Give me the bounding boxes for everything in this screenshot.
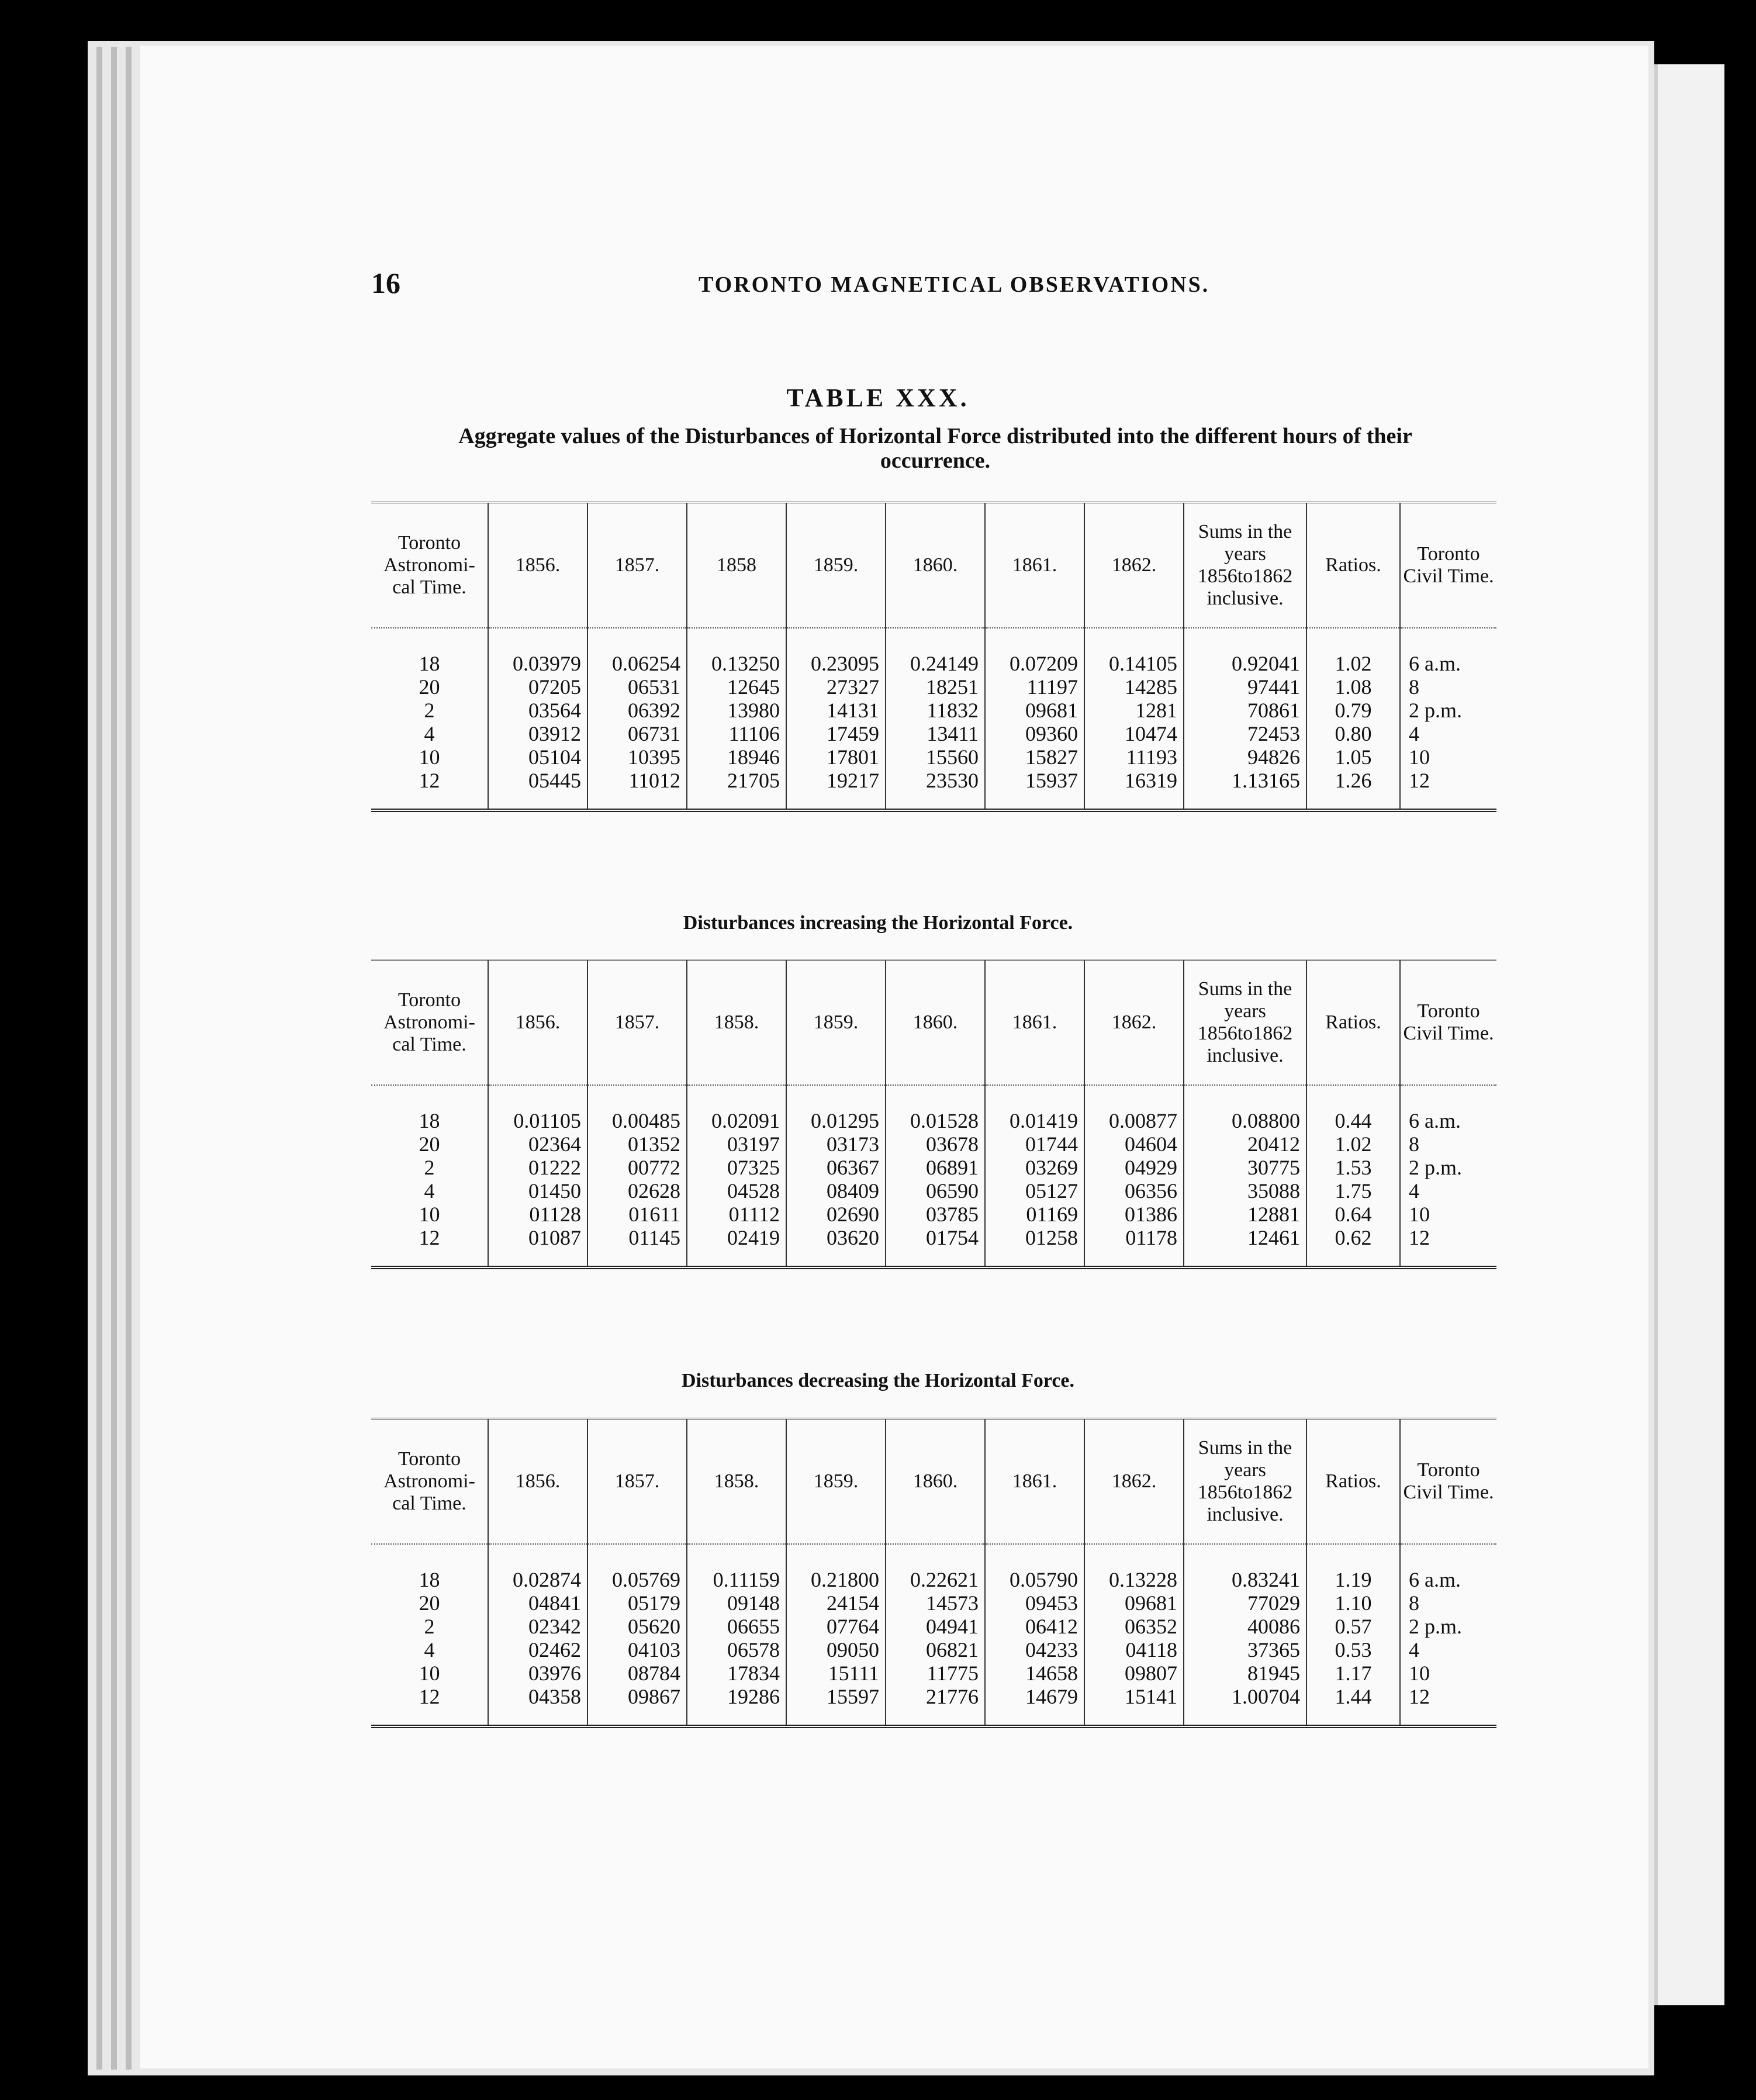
cell-value: 02364 — [488, 1132, 587, 1156]
cell-value: 23530 — [886, 769, 985, 810]
cell-value: 0.14105 — [1084, 628, 1184, 675]
column-header-year: 1861. — [985, 503, 1084, 628]
cell-value: 09148 — [687, 1591, 786, 1615]
column-header-year: 1860. — [886, 1419, 985, 1545]
cell-ratio: 1.10 — [1306, 1591, 1400, 1615]
table-row — [371, 1638, 1496, 1662]
cell-value: 0.03979 — [488, 628, 587, 675]
cell-astronomical-hour: 18 — [419, 1109, 440, 1132]
cell-civil-hour: 2 p.m. — [1400, 1615, 1496, 1638]
cell-sum: 77029 — [1184, 1591, 1306, 1615]
cell-value: 06590 — [886, 1179, 985, 1203]
cell-astronomical-hour: 2 — [424, 699, 435, 722]
table-body — [371, 628, 1496, 810]
column-header-ratios: Ratios. — [1306, 960, 1400, 1086]
cell-ratio: 0.62 — [1306, 1226, 1400, 1267]
cell-value: 02419 — [687, 1226, 786, 1267]
cell-value: 07325 — [687, 1156, 786, 1179]
increasing-table — [371, 959, 1496, 1269]
cell-value: 09050 — [786, 1638, 886, 1662]
cell-ratio: 1.53 — [1306, 1156, 1400, 1179]
table-row — [371, 1662, 1496, 1685]
table-row — [371, 1226, 1496, 1267]
cell-value: 11775 — [886, 1662, 985, 1685]
cell-value: 03620 — [786, 1226, 886, 1267]
cell-sum: 12881 — [1184, 1203, 1306, 1226]
cell-astronomical-hour: 12 — [419, 1226, 440, 1249]
cell-value: 01450 — [488, 1179, 587, 1203]
table-row — [371, 1685, 1496, 1726]
cell-value: 05620 — [587, 1615, 687, 1638]
column-header-sums: Sums in the years 1856to1862 inclusive. — [1184, 503, 1306, 628]
cell-value: 07205 — [488, 675, 587, 699]
cell-value: 14131 — [786, 699, 886, 722]
page-number: 16 — [371, 267, 400, 299]
column-header-year: 1859. — [786, 503, 886, 628]
table-row — [371, 1544, 1496, 1591]
cell-value: 0.21800 — [786, 1544, 886, 1591]
cell-value: 03197 — [687, 1132, 786, 1156]
table-row — [371, 675, 1496, 699]
cell-value: 06578 — [687, 1638, 786, 1662]
cell-civil-hour: 8 — [1400, 1591, 1496, 1615]
table-row — [371, 722, 1496, 745]
cell-sum: 70861 — [1184, 699, 1306, 722]
cell-ratio: 1.26 — [1306, 769, 1400, 810]
column-header-year: 1862. — [1084, 503, 1184, 628]
facing-page-edge — [1654, 64, 1724, 2005]
cell-value: 17834 — [687, 1662, 786, 1685]
cell-value: 03976 — [488, 1662, 587, 1685]
cell-value: 06392 — [587, 699, 687, 722]
cell-civil-hour: 10 — [1400, 1203, 1496, 1226]
cell-civil-hour: 12 — [1400, 1685, 1496, 1726]
cell-ratio: 0.80 — [1306, 722, 1400, 745]
cell-value: 06367 — [786, 1156, 886, 1179]
cell-value: 24154 — [786, 1591, 886, 1615]
cell-value: 0.07209 — [985, 628, 1084, 675]
cell-civil-hour: 8 — [1400, 675, 1496, 699]
cell-value: 09867 — [587, 1685, 687, 1726]
cell-value: 0.02091 — [687, 1085, 786, 1132]
cell-ratio: 0.79 — [1306, 699, 1400, 722]
cell-value: 09807 — [1084, 1662, 1184, 1685]
column-header-year: 1860. — [886, 960, 985, 1086]
cell-value: 07764 — [786, 1615, 886, 1638]
cell-ratio: 1.17 — [1306, 1662, 1400, 1685]
cell-value: 17801 — [786, 745, 886, 769]
cell-value: 06356 — [1084, 1179, 1184, 1203]
cell-value: 05179 — [587, 1591, 687, 1615]
cell-value: 11106 — [687, 722, 786, 745]
cell-value: 03912 — [488, 722, 587, 745]
cell-value: 09360 — [985, 722, 1084, 745]
cell-ratio: 0.53 — [1306, 1638, 1400, 1662]
column-header-civil-time: Toronto Civil Time. — [1400, 960, 1496, 1086]
table-row — [371, 1591, 1496, 1615]
cell-value: 01169 — [985, 1203, 1084, 1226]
cell-value: 08409 — [786, 1179, 886, 1203]
table-header-row — [371, 960, 1496, 1086]
cell-ratio: 1.75 — [1306, 1179, 1400, 1203]
cell-value: 04841 — [488, 1591, 587, 1615]
cell-astronomical-hour: 20 — [419, 1591, 440, 1615]
cell-astronomical-hour: 20 — [419, 1132, 440, 1156]
column-header-year: 1861. — [985, 1419, 1084, 1545]
cell-value: 14285 — [1084, 675, 1184, 699]
cell-ratio: 1.08 — [1306, 675, 1400, 699]
cell-value: 0.01528 — [886, 1085, 985, 1132]
cell-ratio: 1.44 — [1306, 1685, 1400, 1726]
cell-value: 01145 — [587, 1226, 687, 1267]
table-row — [371, 1085, 1496, 1132]
cell-ratio: 0.44 — [1306, 1085, 1400, 1132]
cell-value: 01222 — [488, 1156, 587, 1179]
cell-value: 06412 — [985, 1615, 1084, 1638]
cell-ratio: 1.02 — [1306, 628, 1400, 675]
cell-value: 0.13250 — [687, 628, 786, 675]
cell-value: 06655 — [687, 1615, 786, 1638]
cell-value: 01128 — [488, 1203, 587, 1226]
cell-value: 13980 — [687, 699, 786, 722]
table-row — [371, 1132, 1496, 1156]
cell-value: 0.00877 — [1084, 1085, 1184, 1132]
cell-value: 12645 — [687, 675, 786, 699]
cell-value: 16319 — [1084, 769, 1184, 810]
cell-value: 21776 — [886, 1685, 985, 1726]
cell-value: 0.23095 — [786, 628, 886, 675]
cell-value: 04358 — [488, 1685, 587, 1726]
cell-civil-hour: 2 p.m. — [1400, 1156, 1496, 1179]
column-header-year: 1860. — [886, 503, 985, 628]
cell-civil-hour: 6 a.m. — [1400, 1085, 1496, 1132]
cell-value: 01611 — [587, 1203, 687, 1226]
cell-value: 15141 — [1084, 1685, 1184, 1726]
cell-value: 04604 — [1084, 1132, 1184, 1156]
cell-sum: 97441 — [1184, 675, 1306, 699]
cell-value: 15597 — [786, 1685, 886, 1726]
cell-value: 01258 — [985, 1226, 1084, 1267]
cell-sum: 1.13165 — [1184, 769, 1306, 810]
cell-value: 27327 — [786, 675, 886, 699]
cell-value: 0.06254 — [587, 628, 687, 675]
cell-civil-hour: 12 — [1400, 1226, 1496, 1267]
column-header-civil-time: Toronto Civil Time. — [1400, 1419, 1496, 1545]
aggregate-table — [371, 502, 1496, 812]
cell-sum: 0.08800 — [1184, 1085, 1306, 1132]
table-row — [371, 769, 1496, 810]
cell-value: 05104 — [488, 745, 587, 769]
column-header-year: 1856. — [488, 503, 587, 628]
cell-sum: 37365 — [1184, 1638, 1306, 1662]
cell-value: 08784 — [587, 1662, 687, 1685]
cell-astronomical-hour: 12 — [419, 769, 440, 792]
table-row — [371, 699, 1496, 722]
cell-value: 06891 — [886, 1156, 985, 1179]
cell-value: 03173 — [786, 1132, 886, 1156]
table-caption: Aggregate values of the Disturbances of Horizontal Force distributed into the different hours of their occurrence. — [458, 424, 1412, 473]
cell-value: 0.01419 — [985, 1085, 1084, 1132]
cell-astronomical-hour: 18 — [419, 1568, 440, 1591]
cell-sum: 40086 — [1184, 1615, 1306, 1638]
cell-value: 04941 — [886, 1615, 985, 1638]
cell-value: 15560 — [886, 745, 985, 769]
table-header-row — [371, 1419, 1496, 1545]
column-header-civil-time: Toronto Civil Time. — [1400, 503, 1496, 628]
cell-value: 01112 — [687, 1203, 786, 1226]
cell-civil-hour: 6 a.m. — [1400, 1544, 1496, 1591]
column-header-year: 1858. — [687, 1419, 786, 1545]
cell-astronomical-hour: 10 — [419, 1203, 440, 1226]
cell-astronomical-hour: 18 — [419, 652, 440, 675]
cell-sum: 20412 — [1184, 1132, 1306, 1156]
table-row — [371, 1203, 1496, 1226]
cell-civil-hour: 2 p.m. — [1400, 699, 1496, 722]
cell-value: 03678 — [886, 1132, 985, 1156]
cell-value: 1281 — [1084, 699, 1184, 722]
column-header-year: 1856. — [488, 1419, 587, 1545]
cell-value: 14658 — [985, 1662, 1084, 1685]
cell-value: 04103 — [587, 1638, 687, 1662]
table-title: TABLE XXX. — [786, 384, 970, 412]
cell-civil-hour: 12 — [1400, 769, 1496, 810]
cell-astronomical-hour: 4 — [424, 1179, 435, 1203]
cell-value: 19286 — [687, 1685, 786, 1726]
cell-ratio: 1.05 — [1306, 745, 1400, 769]
table-header-row — [371, 503, 1496, 628]
cell-civil-hour: 4 — [1400, 722, 1496, 745]
cell-value: 11197 — [985, 675, 1084, 699]
cell-civil-hour: 4 — [1400, 1179, 1496, 1203]
cell-value: 00772 — [587, 1156, 687, 1179]
cell-astronomical-hour: 4 — [424, 1638, 435, 1662]
table-body — [371, 1544, 1496, 1726]
cell-sum: 30775 — [1184, 1156, 1306, 1179]
cell-astronomical-hour: 4 — [424, 722, 435, 745]
cell-value: 15827 — [985, 745, 1084, 769]
cell-value: 02342 — [488, 1615, 587, 1638]
cell-value: 09681 — [1084, 1591, 1184, 1615]
cell-sum: 12461 — [1184, 1226, 1306, 1267]
cell-value: 18251 — [886, 675, 985, 699]
column-header-ratios: Ratios. — [1306, 1419, 1400, 1545]
cell-sum: 81945 — [1184, 1662, 1306, 1685]
cell-value: 01178 — [1084, 1226, 1184, 1267]
cell-value: 09453 — [985, 1591, 1084, 1615]
cell-value: 02462 — [488, 1638, 587, 1662]
cell-value: 0.05790 — [985, 1544, 1084, 1591]
cell-ratio: 0.57 — [1306, 1615, 1400, 1638]
cell-astronomical-hour: 12 — [419, 1685, 440, 1708]
cell-value: 0.13228 — [1084, 1544, 1184, 1591]
cell-civil-hour: 10 — [1400, 745, 1496, 769]
column-header-astronomical-time: Toronto Astronomi-cal Time. — [371, 960, 488, 1086]
cell-value: 06531 — [587, 675, 687, 699]
table-row — [371, 1615, 1496, 1638]
cell-value: 0.01295 — [786, 1085, 886, 1132]
column-header-year: 1858 — [687, 503, 786, 628]
cell-civil-hour: 8 — [1400, 1132, 1496, 1156]
cell-value: 0.22621 — [886, 1544, 985, 1591]
cell-astronomical-hour: 2 — [424, 1156, 435, 1179]
cell-value: 01087 — [488, 1226, 587, 1267]
cell-value: 0.01105 — [488, 1085, 587, 1132]
cell-value: 02690 — [786, 1203, 886, 1226]
section-title-decreasing: Disturbances decreasing the Horizontal Force. — [681, 1370, 1075, 1391]
cell-sum: 0.92041 — [1184, 628, 1306, 675]
column-header-year: 1861. — [985, 960, 1084, 1086]
column-header-year: 1859. — [786, 960, 886, 1086]
cell-value: 06731 — [587, 722, 687, 745]
cell-value: 0.11159 — [687, 1544, 786, 1591]
cell-sum: 0.83241 — [1184, 1544, 1306, 1591]
cell-value: 19217 — [786, 769, 886, 810]
section-title-increasing: Disturbances increasing the Horizontal Force. — [683, 912, 1073, 934]
cell-value: 13411 — [886, 722, 985, 745]
table-row — [371, 1179, 1496, 1203]
cell-value: 04528 — [687, 1179, 786, 1203]
cell-value: 09681 — [985, 699, 1084, 722]
column-header-year: 1857. — [587, 503, 687, 628]
table-row — [371, 1156, 1496, 1179]
cell-ratio: 1.19 — [1306, 1544, 1400, 1591]
cell-value: 11832 — [886, 699, 985, 722]
cell-value: 11012 — [587, 769, 687, 810]
column-header-year: 1857. — [587, 960, 687, 1086]
cell-value: 04929 — [1084, 1156, 1184, 1179]
cell-value: 18946 — [687, 745, 786, 769]
cell-ratio: 0.64 — [1306, 1203, 1400, 1226]
column-header-year: 1862. — [1084, 1419, 1184, 1545]
binding-gutter — [96, 47, 102, 2070]
cell-sum: 1.00704 — [1184, 1685, 1306, 1726]
table-body — [371, 1085, 1496, 1267]
table-row — [371, 628, 1496, 675]
column-header-astronomical-time: Toronto Astronomi-cal Time. — [371, 503, 488, 628]
cell-sum: 94826 — [1184, 745, 1306, 769]
cell-sum: 35088 — [1184, 1179, 1306, 1203]
cell-value: 15111 — [786, 1662, 886, 1685]
cell-value: 05127 — [985, 1179, 1084, 1203]
column-header-astronomical-time: Toronto Astronomi-cal Time. — [371, 1419, 488, 1545]
cell-value: 10474 — [1084, 722, 1184, 745]
cell-value: 04233 — [985, 1638, 1084, 1662]
cell-astronomical-hour: 20 — [419, 675, 440, 699]
cell-value: 03564 — [488, 699, 587, 722]
cell-sum: 72453 — [1184, 722, 1306, 745]
cell-value: 0.05769 — [587, 1544, 687, 1591]
cell-value: 0.00485 — [587, 1085, 687, 1132]
cell-civil-hour: 10 — [1400, 1662, 1496, 1685]
column-header-year: 1858. — [687, 960, 786, 1086]
column-header-sums: Sums in the years 1856to1862 inclusive. — [1184, 1419, 1306, 1545]
cell-value: 06821 — [886, 1638, 985, 1662]
cell-astronomical-hour: 10 — [419, 1662, 440, 1685]
cell-value: 05445 — [488, 769, 587, 810]
column-header-year: 1859. — [786, 1419, 886, 1545]
cell-value: 14573 — [886, 1591, 985, 1615]
column-header-year: 1857. — [587, 1419, 687, 1545]
cell-value: 03269 — [985, 1156, 1084, 1179]
running-head: TORONTO MAGNETICAL OBSERVATIONS. — [699, 272, 1210, 297]
decreasing-table — [371, 1418, 1496, 1728]
cell-astronomical-hour: 2 — [424, 1615, 435, 1638]
cell-civil-hour: 4 — [1400, 1638, 1496, 1662]
cell-value: 10395 — [587, 745, 687, 769]
cell-value: 01352 — [587, 1132, 687, 1156]
cell-value: 0.02874 — [488, 1544, 587, 1591]
cell-value: 01744 — [985, 1132, 1084, 1156]
cell-value: 21705 — [687, 769, 786, 810]
column-header-year: 1862. — [1084, 960, 1184, 1086]
column-header-sums: Sums in the years 1856to1862 inclusive. — [1184, 960, 1306, 1086]
table-row — [371, 745, 1496, 769]
cell-value: 03785 — [886, 1203, 985, 1226]
cell-value: 17459 — [786, 722, 886, 745]
cell-value: 01386 — [1084, 1203, 1184, 1226]
cell-value: 0.24149 — [886, 628, 985, 675]
cell-value: 11193 — [1084, 745, 1184, 769]
cell-civil-hour: 6 a.m. — [1400, 628, 1496, 675]
column-header-year: 1856. — [488, 960, 587, 1086]
cell-value: 14679 — [985, 1685, 1084, 1726]
cell-ratio: 1.02 — [1306, 1132, 1400, 1156]
cell-value: 15937 — [985, 769, 1084, 810]
column-header-ratios: Ratios. — [1306, 503, 1400, 628]
binding-gutter — [126, 47, 132, 2070]
cell-value: 04118 — [1084, 1638, 1184, 1662]
cell-value: 01754 — [886, 1226, 985, 1267]
cell-value: 02628 — [587, 1179, 687, 1203]
binding-gutter — [111, 47, 117, 2070]
cell-astronomical-hour: 10 — [419, 745, 440, 769]
cell-value: 06352 — [1084, 1615, 1184, 1638]
